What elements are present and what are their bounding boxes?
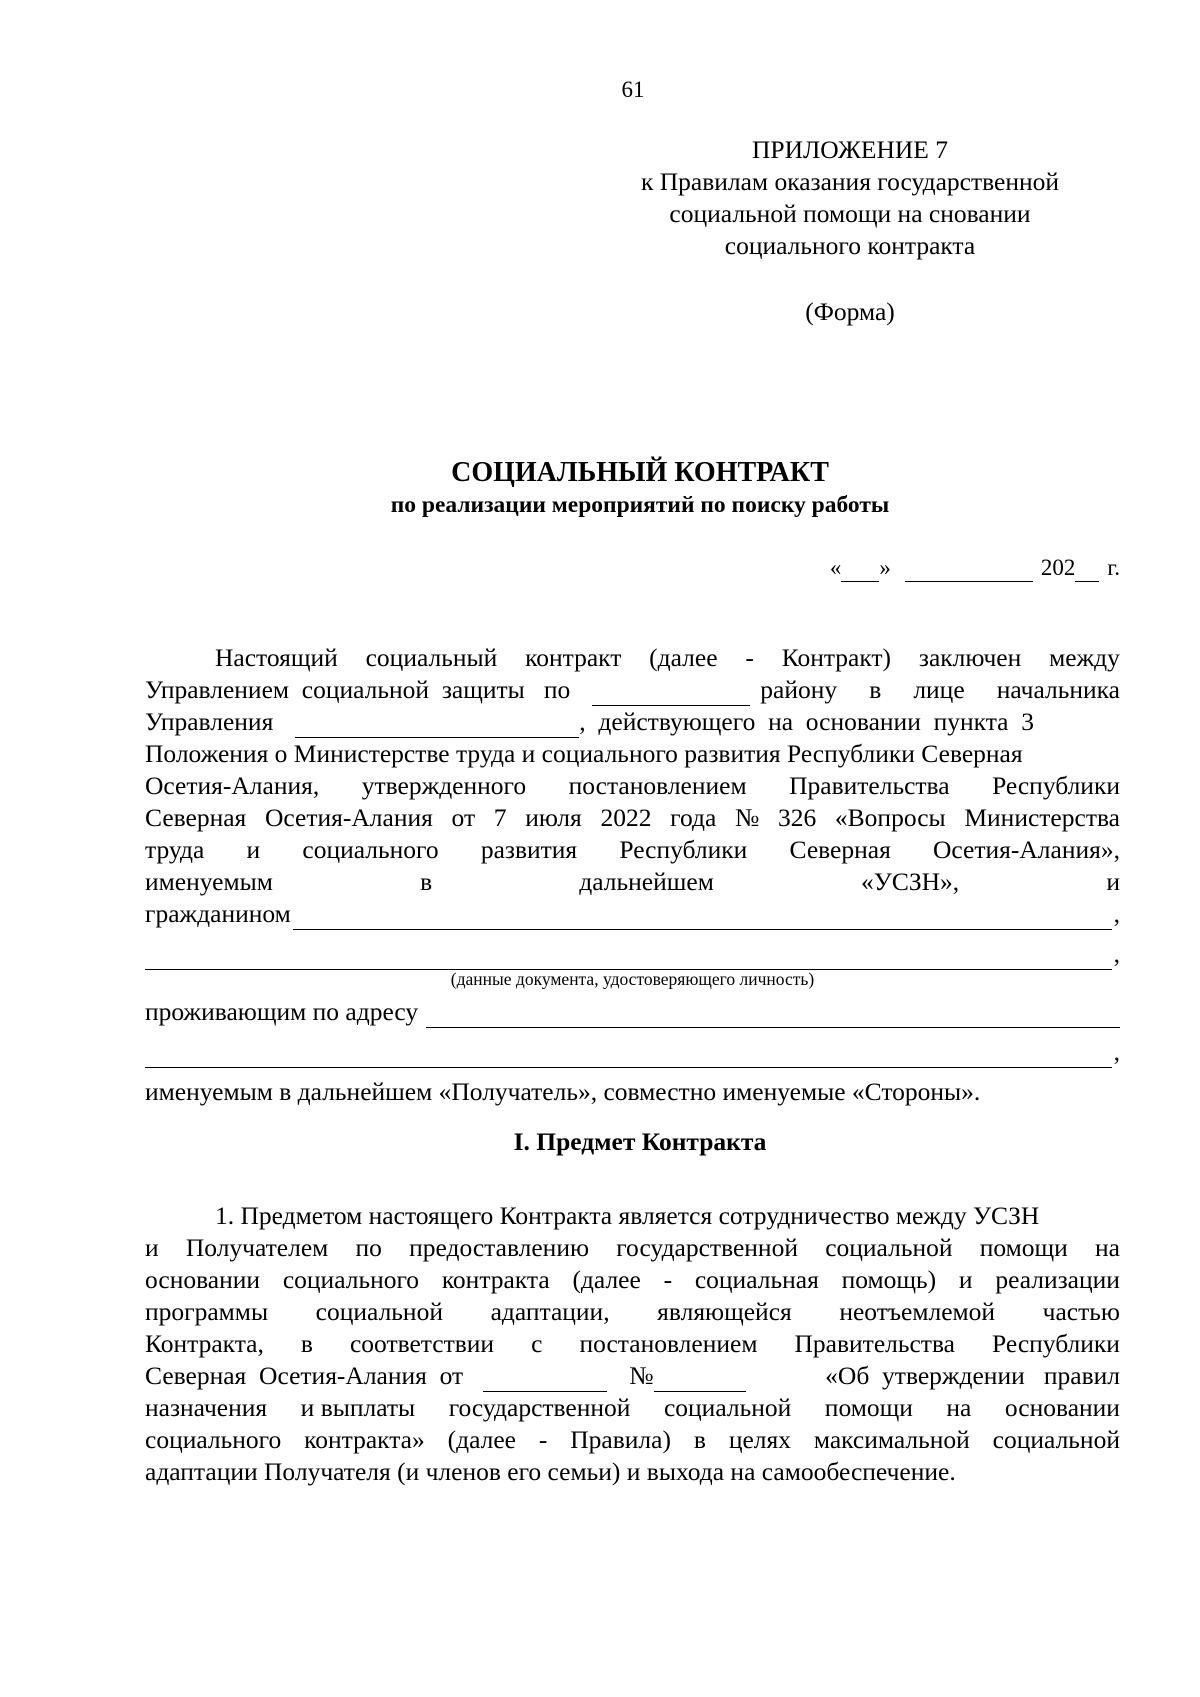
citizen-name-blank[interactable]	[293, 903, 1112, 930]
id-document-blank[interactable]	[145, 943, 1112, 970]
page-number: 61	[621, 77, 645, 102]
section1-line-4: программы социальной адаптации, являющейся неотъемлемой частью	[145, 1297, 1120, 1326]
appendix-line: к Правилам оказания государственной	[640, 167, 1060, 196]
date-line: « » 202 г.	[829, 555, 1120, 580]
section1-line-6: Северная Осетия-Алания от № «Об утверждении правил	[145, 1361, 1120, 1390]
address-line: проживающим по адресу	[145, 996, 1120, 1028]
appendix-line: социальной помощи на сновании	[669, 199, 1031, 228]
preamble-line-1: Настоящий социальный контракт (далее - Контракт) заключен между	[215, 643, 1120, 672]
preamble-line-5: Осетия-Алания, утвержденного постановлением Правительства Республики	[145, 771, 1120, 800]
appendix-line: социального контракта	[724, 231, 976, 260]
section1-line-2: и Получателем по предоставлению государственной социальной помощи на	[145, 1233, 1120, 1262]
section-heading: I. Предмет Контракта	[513, 1127, 767, 1156]
appendix-title: ПРИЛОЖЕНИЕ 7	[751, 135, 949, 164]
month-blank[interactable]	[905, 559, 1033, 582]
section1-line-3: основании социального контракта (далее - социальная помощь) и реализации	[145, 1265, 1120, 1294]
citizen-line: гражданином ,	[145, 899, 1120, 928]
address-continued-blank[interactable]	[145, 1041, 1112, 1068]
preamble-line-4: Положения о Министерстве труда и социального развития Республики Северная	[145, 739, 1023, 768]
preamble-line-6: Северная Осетия-Алания от 7 июля 2022 года № 326 «Вопросы Министерства	[145, 803, 1120, 832]
contract-title: СОЦИАЛЬНЫЙ КОНТРАКТ	[451, 457, 829, 488]
resolution-date-blank[interactable]	[483, 1365, 607, 1392]
preamble-line-7: труда и социального развития Республики Северная Осетия-Алания»,	[145, 835, 1120, 864]
id-document-caption: (данные документа, удостоверяющего личность)	[450, 969, 815, 989]
section1-line-7: назначения и выплаты государственной социальной помощи на основании	[145, 1393, 1120, 1422]
id-document-line: ,	[145, 938, 1120, 970]
form-label: (Форма)	[805, 297, 895, 326]
preamble-line-2: Управлением социальной защиты по району в лице начальника	[145, 675, 1120, 704]
address-line-2: ,	[145, 1036, 1120, 1068]
district-blank[interactable]	[592, 679, 750, 706]
address-blank[interactable]	[426, 1001, 1120, 1028]
section1-line-5: Контракта, в соответствии с постановлением Правительства Республики	[145, 1329, 1120, 1358]
section1-line-1: 1. Предметом настоящего Контракта является сотрудничество между УСЗН	[215, 1201, 1040, 1230]
year-blank[interactable]	[1075, 559, 1099, 582]
preamble-line-8: именуемым в дальнейшем «УСЗН», и	[145, 867, 1120, 896]
preamble-closing: именуемым в дальнейшем «Получатель», совместно именуемые «Стороны».	[145, 1077, 981, 1106]
section1-line-8: социального контракта» (далее - Правила) в целях максимальной социальной	[145, 1425, 1120, 1454]
day-blank[interactable]	[841, 559, 879, 582]
contract-subtitle: по реализации мероприятий по поиску работы	[390, 492, 890, 518]
head-name-blank[interactable]	[295, 711, 579, 738]
preamble-line-3: Управления , действующего на основании пункта 3	[145, 707, 1034, 736]
section1-line-9: адаптации Получателя (и членов его семьи) и выхода на самообеспечение.	[145, 1457, 956, 1486]
resolution-number-blank[interactable]	[654, 1365, 746, 1392]
